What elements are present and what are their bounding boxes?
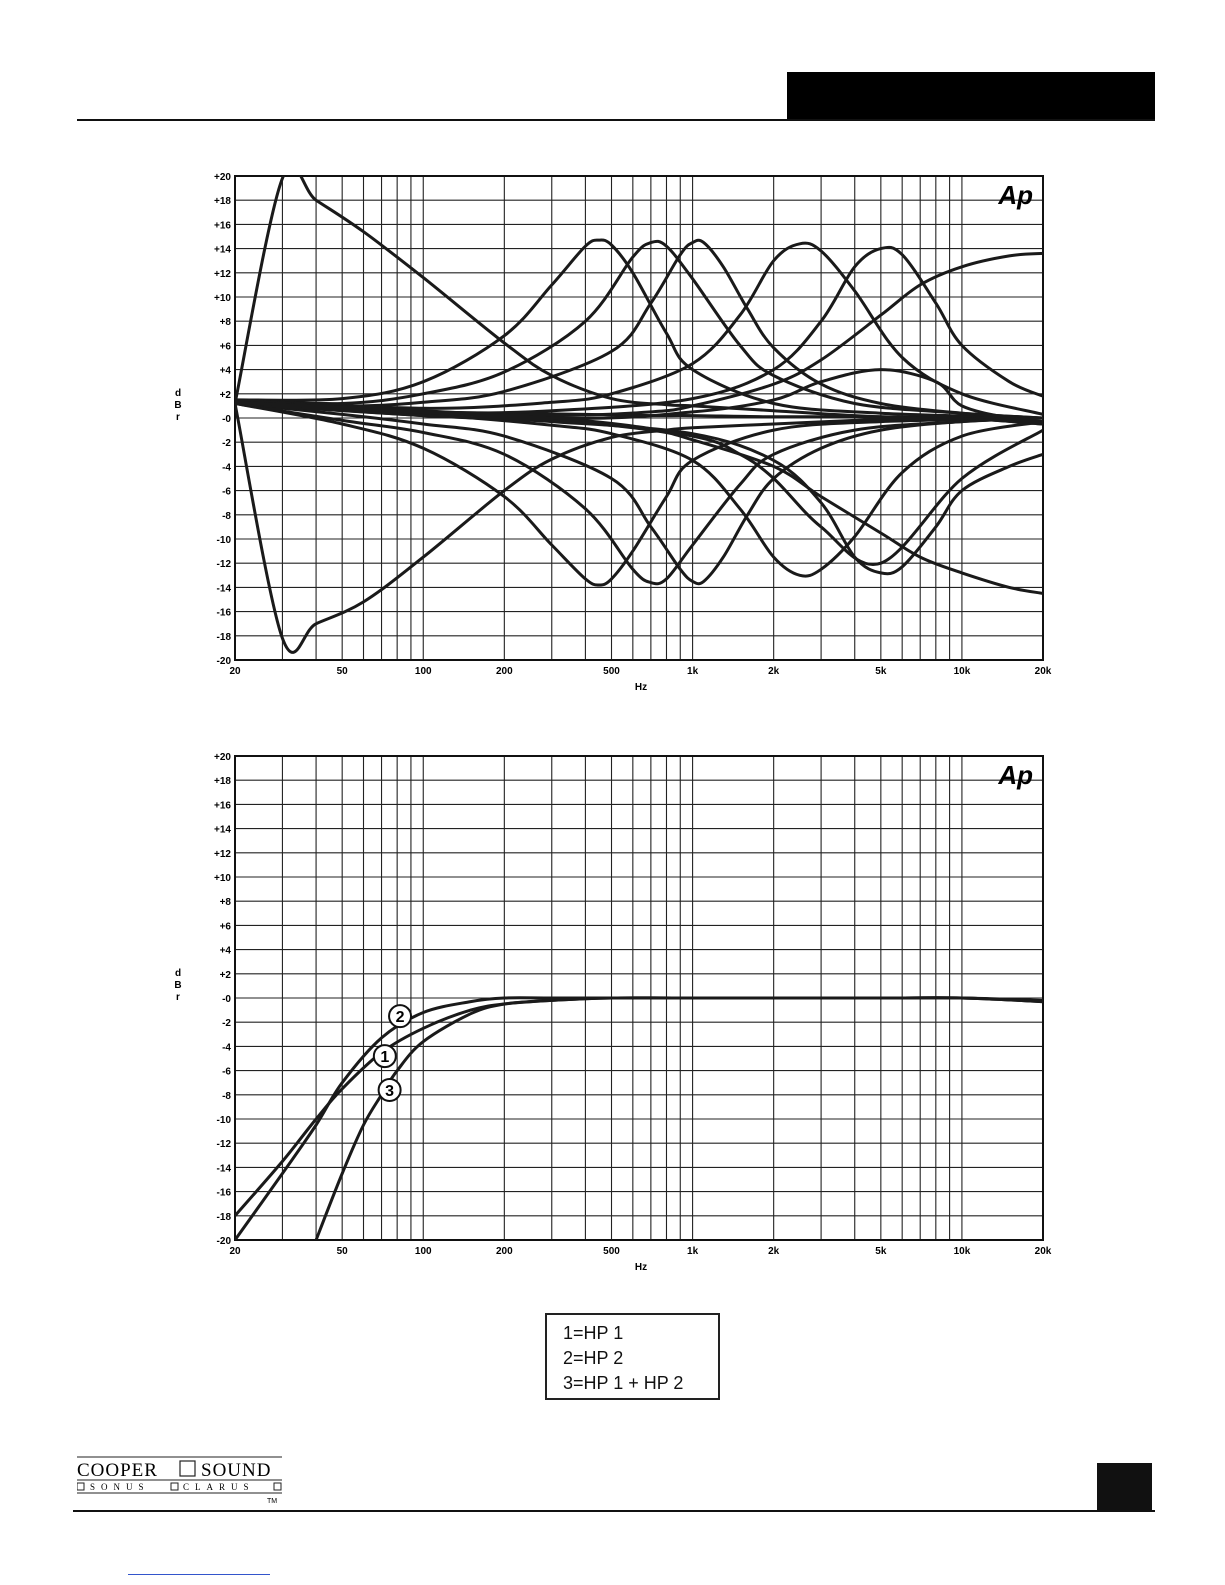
logo-trademark: TM (267, 1498, 278, 1505)
x-tick-label: 50 (336, 1246, 348, 1257)
x-tick-label: 1k (687, 1246, 699, 1257)
y-tick-label: -4 (222, 462, 231, 474)
y-axis-label: d B r (174, 968, 182, 1003)
y-tick-label: -16 (216, 1187, 231, 1199)
logo-sonus: SONUS (90, 1482, 150, 1492)
logo-sound: SOUND (201, 1460, 272, 1481)
x-tick-label: 200 (495, 1246, 513, 1257)
cooper-sound-logo (77, 1456, 282, 1506)
y-tick-label: -6 (222, 486, 231, 498)
y-tick-label: -4 (222, 1042, 231, 1054)
curve-marker-label: 1 (380, 1049, 390, 1067)
x-tick-label: 20 (229, 1246, 241, 1257)
y-tick-label: +12 (214, 268, 231, 280)
y-tick-label: -10 (216, 535, 231, 546)
x-tick-label: 2k (768, 666, 780, 677)
x-tick-label: 10k (953, 1246, 971, 1257)
y-tick-label: -14 (216, 583, 231, 595)
series-line-8 (235, 240, 1043, 418)
y-tick-label: +10 (214, 293, 231, 304)
legend-entry-2: 2=HP 2 (563, 1348, 624, 1368)
y-tick-label: -18 (216, 631, 231, 643)
legend-entry-1: 1=HP 1 (563, 1323, 624, 1343)
y-tick-label: +8 (219, 897, 231, 909)
curve-marker-label: 2 (395, 1009, 405, 1027)
y-tick-label: +8 (219, 317, 231, 329)
ap-badge: Ap (998, 180, 1033, 210)
series-line-6 (235, 241, 1043, 418)
y-tick-label: -2 (222, 438, 231, 450)
ap-badge: Ap (998, 760, 1033, 790)
y-tick-label: +4 (219, 945, 231, 957)
y-tick-label: -0 (222, 994, 231, 1005)
x-tick-label: 20k (1034, 1246, 1052, 1257)
logo-cooper: COOPER (77, 1460, 158, 1481)
y-tick-label: -18 (216, 1211, 231, 1223)
series-line-1 (235, 998, 1043, 1216)
x-tick-label: 2k (768, 1246, 780, 1257)
y-tick-label: +2 (219, 969, 231, 981)
legend-entry-3: 3=HP 1 + HP 2 (563, 1373, 684, 1393)
series-line-12 (235, 247, 1043, 413)
x-tick-label: 500 (603, 1246, 620, 1257)
y-tick-label: -20 (216, 1236, 231, 1247)
x-tick-label: 20k (1034, 666, 1052, 677)
y-tick-label: +6 (219, 921, 231, 933)
x-tick-label: 50 (336, 666, 348, 677)
chart-legend (545, 1313, 720, 1400)
y-tick-label: +18 (214, 776, 231, 788)
x-tick-label: 20 (229, 666, 241, 677)
x-tick-label: 10k (953, 666, 971, 677)
y-tick-label: -8 (222, 510, 231, 522)
y-tick-label: -2 (222, 1018, 231, 1030)
y-tick-label: +20 (214, 172, 231, 183)
logo-clarus: CLARUS (183, 1482, 255, 1492)
header-bar (787, 72, 1155, 120)
series-line-4 (235, 240, 1043, 418)
curve-marker-label: 3 (385, 1082, 395, 1100)
y-tick-label: +16 (214, 800, 231, 812)
x-tick-label: 5k (875, 1246, 887, 1257)
highpass-response-chart (0, 740, 1225, 1285)
page-number-box (1097, 1463, 1152, 1510)
x-tick-label: 100 (414, 1246, 432, 1257)
eq-response-chart (0, 160, 1225, 705)
y-tick-label: +6 (219, 341, 231, 353)
y-tick-label: +16 (214, 220, 231, 232)
y-tick-label: +2 (219, 389, 231, 401)
x-tick-label: 500 (603, 666, 620, 677)
y-tick-label: +12 (214, 848, 231, 860)
x-tick-label: 1k (687, 666, 699, 677)
x-tick-label: 200 (495, 666, 513, 677)
y-tick-label: -14 (216, 1163, 231, 1175)
x-tick-label: 100 (414, 666, 432, 677)
y-tick-label: -16 (216, 607, 231, 619)
y-tick-label: -12 (216, 1139, 231, 1151)
y-tick-label: +4 (219, 365, 231, 377)
y-tick-label: -8 (222, 1090, 231, 1102)
x-axis-label: Hz (634, 682, 648, 693)
y-tick-label: -0 (222, 414, 231, 425)
y-tick-label: +14 (214, 244, 231, 256)
y-tick-label: -10 (216, 1115, 231, 1126)
y-tick-label: +14 (214, 824, 231, 836)
y-tick-label: -20 (216, 656, 231, 667)
y-tick-label: +10 (214, 873, 231, 884)
y-tick-label: -6 (222, 1066, 231, 1078)
y-tick-label: +18 (214, 196, 231, 208)
x-axis-label: Hz (634, 1262, 648, 1273)
series-line-14 (235, 253, 1043, 415)
link-underline (128, 1574, 270, 1575)
footer-rule (73, 1510, 1155, 1512)
x-tick-label: 5k (875, 666, 887, 677)
header-rule (77, 119, 1155, 121)
series-line-10 (235, 243, 1043, 414)
y-tick-label: -12 (216, 559, 231, 571)
y-tick-label: +20 (214, 752, 231, 763)
y-axis-label: d B r (174, 388, 182, 423)
